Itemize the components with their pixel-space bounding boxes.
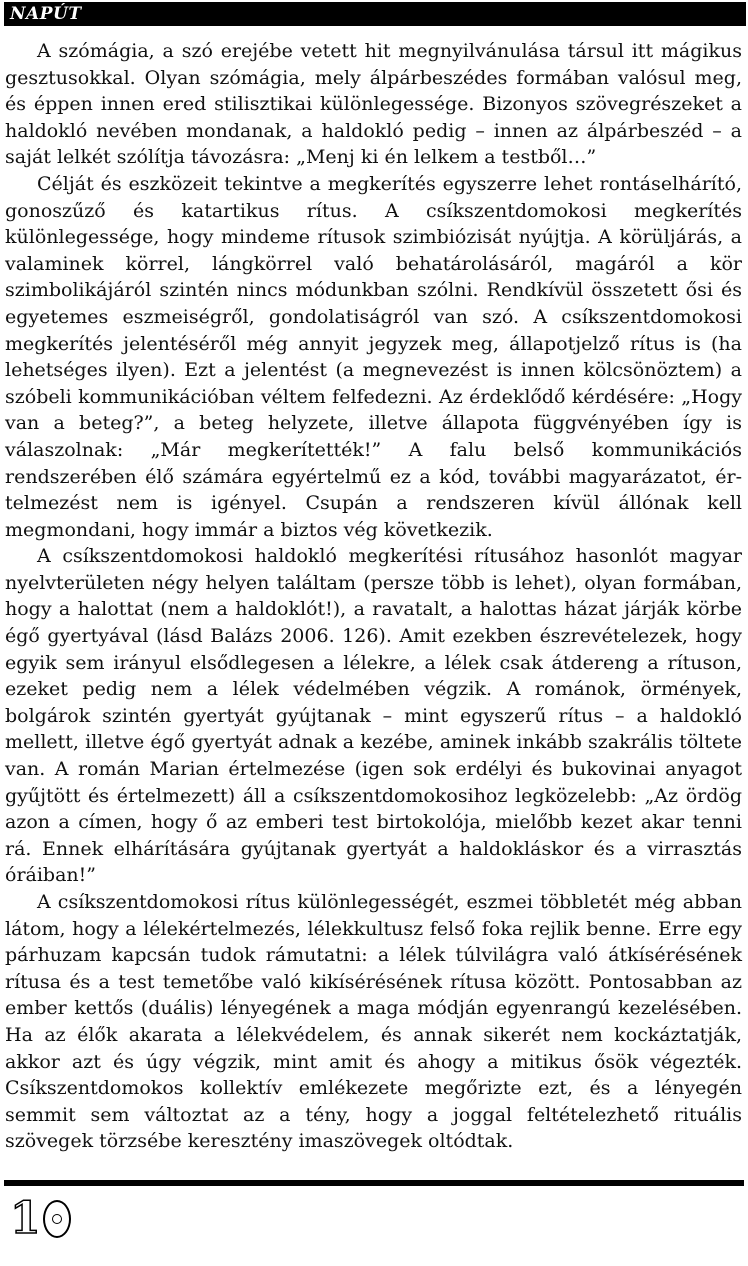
page-number-digit-one: 1 xyxy=(10,1193,41,1244)
header-bar xyxy=(4,2,746,26)
page-number xyxy=(10,1193,71,1244)
footer-rule xyxy=(4,1180,744,1186)
paragraph: Célját és eszközeit tekintve a megkerítés egyszerre lehet rontáselhárító, gonoszűző és katartikus rítus. A csíkszentdomokosi megkerítés különlegessége, hogy mindeme rítusok szimbiózisát nyújtja. A körüljárás, a valaminek körrel, lángkörrel való behatárolásáról, magáról a kör szimbolikájáról szintén nincs módunkban szólni. Rendkívül összetett ősi és egyetemes eszmeiségről, gondolatiságról van szó. A csíkszentdomokosi megkerítés jelentéséről még annyit jegyzek meg, állapotjelző rítus is (ha lehetséges ilyen). Ezt a jelentést (a megnevezést is innen kölcsönöztem) a szóbeli kommunikációban véltem felfedezni. Az érdeklődő kérdésére: „Hogy van a beteg?”, a beteg helyzete, illetve állapota függvényében így is válaszolnak: „Már megkerítették!” A falu belső kommunikációs rendszerében élő számára egyértelmű ez a kód, további magyarázatot, értelmezést nem is igényel. Csupán a rendszeren kívül állónak kell megmondani, hogy immár a biztos vég következik. xyxy=(5,172,742,541)
brand-logo: NAPÚT xyxy=(10,4,82,24)
paragraph: A csíkszentdomokosi rítus különlegességét, eszmei többletét még abban látom, hogy a lélekértelmezés, lélekkultusz felső foka rejlik benne. Erre egy párhuzam kapcsán tudok rámutatni: a lélek túlvilágra való átkísérésének rítusa és a test temetőbe való kikísérésének rítusa között. Pontosabban az ember kettős (duális) lényegének a maga módján egyenrangú kezelésében. Ha az élők akarata a lélekvédelem, és annak sikerét nem kockáztatják, akkor azt és úgy végzik, mint amit és ahogy a mitikus ősök végezték. Csíkszentdomokos kollektív emlékezete megőrizte ezt, és a lényegén semmit sem változtat az a tény, hogy a joggal feltételezhető rituális szövegek törzsébe keresztény imaszövegek oltódtak. xyxy=(5,891,742,1153)
page-number-digit-zero xyxy=(43,1200,71,1238)
paragraph: A szómágia, a szó erejébe vetett hit megnyilvánulása társul itt mágikus gesztusokkal. Olyan szómágia, mely álpárbeszédes formában valósul meg, és éppen innen ered stilisztikai különlegessége. Bizonyos szövegrészeket a haldokló nevében mondanak, a haldokló pedig – innen az álpárbeszéd – a saját lelkét szólítja távozásra: „Menj ki én lelkem a testből…” xyxy=(5,40,742,169)
paragraph: A csíkszentdomokosi haldokló megkerítési rítusához hasonlót magyar nyelvterületen négy helyen találtam (persze több is lehet), olyan formában, hogy a halottat (nem a haldoklót!), a ravatalt, a halottas házat járják körbe égő gyertyával (lásd Balázs 2006. 126). Amit ezekben észrevételezek, hogy egyik sem irányul elsődlegesen a lélekre, a lélek csak átdereng a rítuson, ezeket pedig nem a lélek védelmében végzik. A románok, örmények, bolgárok szintén gyertyát gyújtanak – mint egyszerű rítus – a haldokló mellett, illetve égő gyertyát adnak a kezébe, aminek inkább szakrális töltete van. A román Marian értelmezése (igen sok erdélyi és bukovinai anyagot gyűjtött és értelmezett) áll a csíkszentdomokosihoz legközelebb: „Az ördög azon a címen, hogy ő az emberi test birtokolója, mielőbb kezet akar tenni rá. Ennek elhárítására gyújtanak gyertyát a haldokláskor és a virrasztás óráiban!” xyxy=(5,545,742,887)
article-body xyxy=(5,38,742,1155)
